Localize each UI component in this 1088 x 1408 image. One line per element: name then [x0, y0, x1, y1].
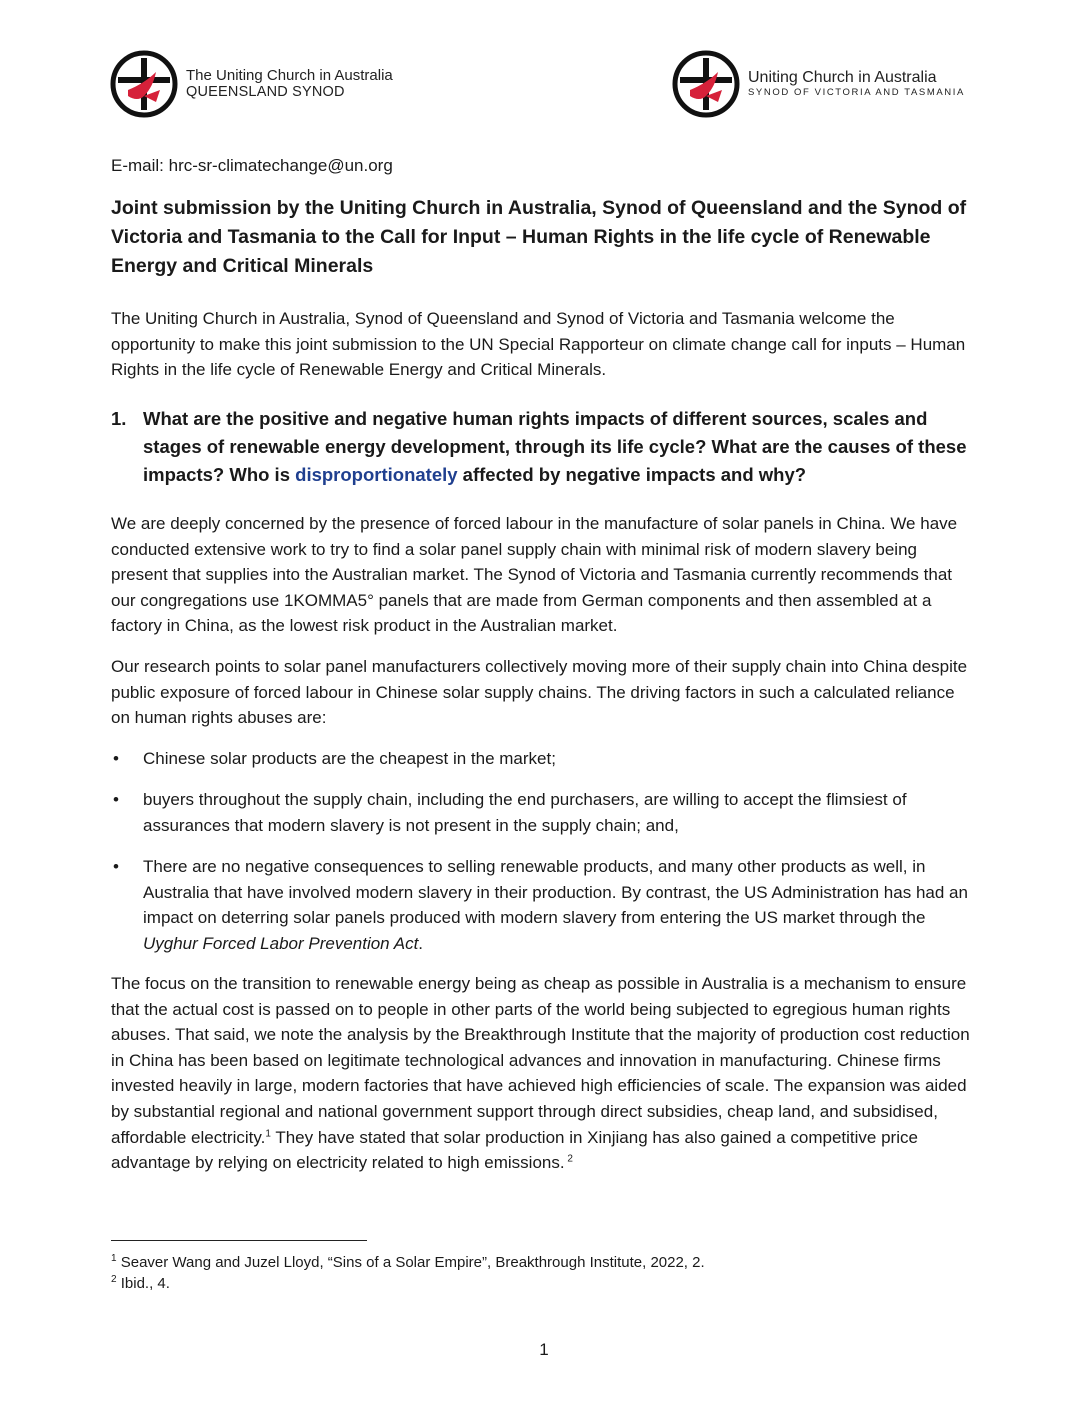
question-text [143, 405, 973, 490]
footnote-text: Ibid., 4. [116, 1275, 170, 1292]
intro-paragraph: The Uniting Church in Australia, Synod of Queensland and Synod of Victoria and Tasmania welcome the opportunity to make this joint submission to the UN Special Rapporteur on climate change call for inputs – Human Rights in the life cycle of Renewable Energy and Critical Minerals. [111, 309, 966, 380]
left-logo-line2: QUEENSLAND SYNOD [186, 84, 345, 101]
footnote-number: 1 [111, 1253, 117, 1264]
act-title: Uyghur Forced Labor Prevention Act [143, 933, 419, 953]
list-item-text [143, 854, 973, 956]
right-logo-line1: Uniting Church in Australia [748, 69, 937, 87]
uniting-church-emblem-icon [672, 50, 740, 118]
footnote-separator [111, 1240, 367, 1241]
question-number: 1. [111, 408, 127, 429]
email-line: E-mail: hrc-sr-climatechange@un.org [111, 156, 393, 175]
question-text-after: affected by negative impacts and why? [457, 464, 807, 486]
footnote-ref-1[interactable]: 1 [265, 1127, 271, 1139]
footnote-2 [111, 1273, 973, 1294]
paragraph-cost-transition [111, 971, 973, 1176]
question-1-heading [111, 405, 973, 490]
bullet-marker: • [113, 857, 119, 876]
footnotes [111, 1252, 973, 1294]
list-item-text-after: . [418, 933, 424, 953]
footnote-number: 2 [111, 1274, 117, 1285]
queensland-synod-logo [110, 50, 393, 118]
footnote-ref-2[interactable]: 2 [564, 1153, 573, 1165]
document-title: Joint submission by the Uniting Church in Australia, Synod of Queensland and the Synod of Victoria and Tasmania to the Call for Input – Human Rights in the life cycle of Renewable Energy and Critical Minerals [111, 197, 967, 278]
paragraph-part2: They have stated that solar production in Xinjiang has also gained a competitive price advantage by relying on electricity related to high emissions. [111, 1127, 918, 1173]
footnote-1 [111, 1252, 973, 1273]
paragraph-research-findings: Our research points to solar panel manufacturers collectively moving more of their supply chain into China despite public exposure of forced labour in Chinese solar supply chains. The driving factors in such a calculated reliance on human rights abuses are: [111, 657, 968, 728]
paragraph-solar-forced-labour: We are deeply concerned by the presence of forced labour in the manufacture of solar panels in China. We have conducted extensive work to try to find a solar panel supply chain with minimal risk of modern slavery being present that supplies into the Australian market. The Synod of Victoria and Tasmania currently recommends that our congregations use 1KOMMA5° panels that are made from German components and then assembled at a factory in China, as the lowest risk product in the Australian market. [111, 514, 958, 636]
list-item [111, 787, 973, 838]
list-item [111, 746, 973, 772]
page-number: 1 [539, 1340, 549, 1359]
right-logo-line2: SYNOD OF VICTORIA AND TASMANIA [748, 86, 965, 98]
bullet-marker: • [113, 749, 119, 768]
left-logo-line1: The Uniting Church in Australia [186, 67, 393, 85]
footnote-text: Seaver Wang and Juzel Lloyd, “Sins of a Solar Empire”, Breakthrough Institute, 2022, 2. [116, 1254, 705, 1271]
paragraph-part1: The focus on the transition to renewable energy being as cheap as possible in Australia is a mechanism to ensure that the actual cost is passed on to people in other parts of the world being subjected to egregious human rights abuses. That said, we note the analysis by the Breakthrough Institute that the majority of production cost reduction in China has been based on legitimate technological advances and innovation in manufacturing. Chinese firms invested heavily in large, modern factories that have achieved high efficiencies of scale. The expansion was aided by substantial regional and national government support through direct subsidies, cheap land, and subsidised, affordable electricity. [111, 974, 970, 1147]
disproportionately-link[interactable]: disproportionately [295, 464, 458, 486]
list-item-text-before: There are no negative consequences to selling renewable products, and many other products as well, in Australia that have involved modern slavery in their production. By contrast, the US Administration has had an impact on deterring solar panels produced with modern slavery from entering the US market through the [143, 857, 968, 928]
list-item [111, 854, 973, 956]
uniting-church-emblem-icon [110, 50, 178, 118]
victoria-tasmania-synod-logo [672, 50, 965, 118]
list-item-text: Chinese solar products are the cheapest in the market; [143, 749, 556, 768]
question-text-before: What are the positive and negative human rights impacts of different sources, scales and stages of renewable energy development, through its life cycle? What are the causes of these impacts? Who is [143, 408, 967, 486]
bullet-marker: • [113, 790, 119, 809]
list-item-text: buyers throughout the supply chain, including the end purchasers, are willing to accept the flimsiest of assurances that modern slavery is not present in the supply chain; and, [143, 790, 907, 835]
